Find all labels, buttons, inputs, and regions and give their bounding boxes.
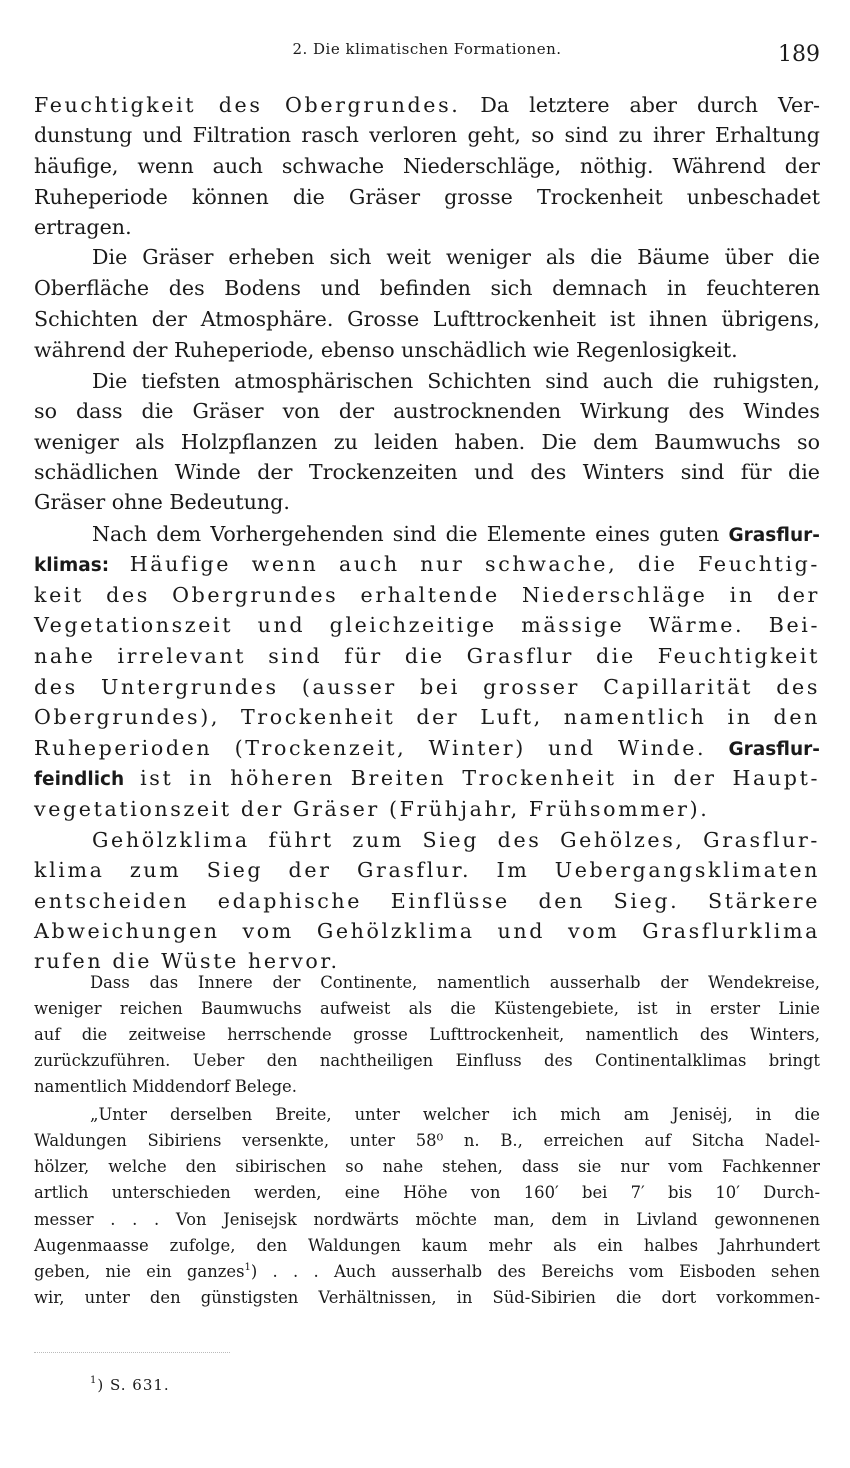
text-span: Nach dem Vorhergehenden sind die Elemente eines guten bbox=[92, 522, 729, 546]
running-title: 2. Die klimatischen Formationen. bbox=[292, 40, 562, 58]
text-line: nahe irrelevant sind für die Grasflur die Feuchtigkeit bbox=[34, 644, 820, 668]
text-line: während der Ruheperiode, ebenso unschädlich wie Regenlosigkeit. bbox=[34, 338, 738, 362]
small-text-line: hölzer, welche den sibirischen so nahe stehen, dass sie nur vom Fachkenner bbox=[34, 1157, 820, 1176]
small-text-line: wir, unter den günstigsten Verhältnissen, in Süd-Sibirien die dort vorkommen- bbox=[34, 1288, 820, 1307]
running-head bbox=[34, 38, 820, 67]
text-span: geben, nie ein ganzes bbox=[34, 1262, 245, 1281]
small-text-line: Augenmaasse zufolge, den Waldungen kaum mehr als ein halbes Jahrhundert bbox=[34, 1236, 820, 1255]
text-line bbox=[34, 763, 820, 793]
text-line: schädlichen Winde der Trockenzeiten und des Winters sind für die bbox=[34, 460, 820, 484]
text-line bbox=[34, 549, 820, 579]
text-line bbox=[34, 90, 820, 120]
text-line: Ruheperiode können die Gräser grosse Trockenheit unbeschadet bbox=[34, 185, 820, 209]
text-line: häufige, wenn auch schwache Niederschläge, nöthig. Während der bbox=[34, 154, 820, 178]
text-line: Die tiefsten atmosphärischen Schichten sind auch die ruhigsten, bbox=[92, 369, 820, 393]
text-line: so dass die Gräser von der austrocknenden Wirkung des Windes bbox=[34, 399, 820, 423]
small-text-line: Waldungen Sibiriens versenkte, unter 58⁰ n. B., erreichen auf Sitcha Nadel- bbox=[34, 1131, 820, 1150]
footnote-mark: 1 bbox=[90, 1375, 98, 1386]
text-line: weniger als Holzpflanzen zu leiden haben. Die dem Baumwuchs so bbox=[34, 430, 820, 454]
bold-term: Grasflur- bbox=[728, 525, 820, 546]
text-line: Schichten der Atmosphäre. Grosse Lufttrockenheit ist ihnen übrigens, bbox=[34, 307, 820, 331]
small-text-line: weniger reichen Baumwuchs aufweist als die Küstengebiete, ist in erster Linie bbox=[34, 999, 820, 1018]
text-line: Die Gräser erheben sich weit weniger als die Bäume über die bbox=[92, 245, 820, 269]
text-line: Gräser ohne Bedeutung. bbox=[34, 490, 290, 514]
small-text-line bbox=[34, 1259, 820, 1285]
page-number: 189 bbox=[778, 42, 820, 67]
spaced-text: Feuchtigkeit des Obergrundes. bbox=[34, 93, 461, 117]
small-text-line: Dass das Innere der Continente, namentlich ausserhalb der Wendekreise, bbox=[90, 973, 820, 992]
small-text-line: artlich unterschieden werden, eine Höhe von 160′ bei 7′ bis 10′ Durch- bbox=[34, 1183, 820, 1202]
text-span: ) . . . Auch ausserhalb des Bereichs vom Eisboden sehen bbox=[250, 1262, 820, 1281]
spaced-text: ist in höheren Breiten Trockenheit in der Haupt- bbox=[124, 766, 820, 790]
bold-term: klimas: bbox=[34, 555, 110, 576]
text-line: keit des Obergrundes erhaltende Niederschläge in der bbox=[34, 583, 820, 607]
text-line: Obergrundes), Trockenheit der Luft, namentlich in den bbox=[34, 705, 820, 729]
text-line: Abweichungen vom Gehölzklima und vom Grasflurklima bbox=[34, 919, 820, 943]
small-text-line: auf die zeitweise herrschende grosse Lufttrockenheit, namentlich des Winters, bbox=[34, 1025, 820, 1044]
text-line: dunstung und Filtration rasch verloren geht, so sind zu ihrer Erhaltung bbox=[34, 123, 820, 147]
text-line: Oberfläche des Bodens und befinden sich demnach in feuchteren bbox=[34, 276, 820, 300]
text-line: Gehölzklima führt zum Sieg des Gehölzes, Grasflur- bbox=[92, 828, 820, 852]
text-line bbox=[34, 733, 820, 763]
text-line: klima zum Sieg der Grasflur. Im Uebergangsklimaten bbox=[34, 858, 820, 882]
small-text-line: zurückzuführen. Ueber den nachtheiligen Einfluss des Continentalklimas bringt bbox=[34, 1051, 820, 1070]
bold-term: feindlich bbox=[34, 769, 125, 790]
small-text-line: messer . . . Von Jenisejsk nordwärts möchte man, dem in Livland gewonnenen bbox=[34, 1210, 820, 1229]
spaced-text: Häufige wenn auch nur schwache, die Feuchtig- bbox=[109, 552, 820, 576]
footnote-reference[interactable]: 1 bbox=[244, 1262, 251, 1273]
small-text-line: „Unter derselben Breite, unter welcher ich mich am Jenisėj, in die bbox=[90, 1105, 820, 1124]
footnote-rule bbox=[34, 1352, 230, 1353]
text-line: vegetationszeit der Gräser (Frühjahr, Frühsommer). bbox=[34, 797, 710, 821]
text-span: Da letztere aber durch Ver- bbox=[460, 93, 820, 117]
spaced-text: Ruheperioden (Trockenzeit, Winter) und Winde. bbox=[34, 736, 729, 760]
bold-term: Grasflur- bbox=[728, 739, 820, 760]
text-line: rufen die Wüste hervor. bbox=[34, 949, 340, 973]
text-line: des Untergrundes (ausser bei grosser Capillarität des bbox=[34, 675, 820, 699]
footnote-text: ) S. 631. bbox=[97, 1376, 170, 1394]
footnote bbox=[90, 1376, 170, 1394]
small-text-line: namentlich Middendorf Belege. bbox=[34, 1077, 297, 1096]
text-line: Vegetationszeit und gleichzeitige mässige Wärme. Bei- bbox=[34, 613, 820, 637]
text-line: ertragen. bbox=[34, 215, 132, 239]
text-line bbox=[34, 519, 820, 549]
text-line: entscheiden edaphische Einflüsse den Sieg. Stärkere bbox=[34, 889, 820, 913]
